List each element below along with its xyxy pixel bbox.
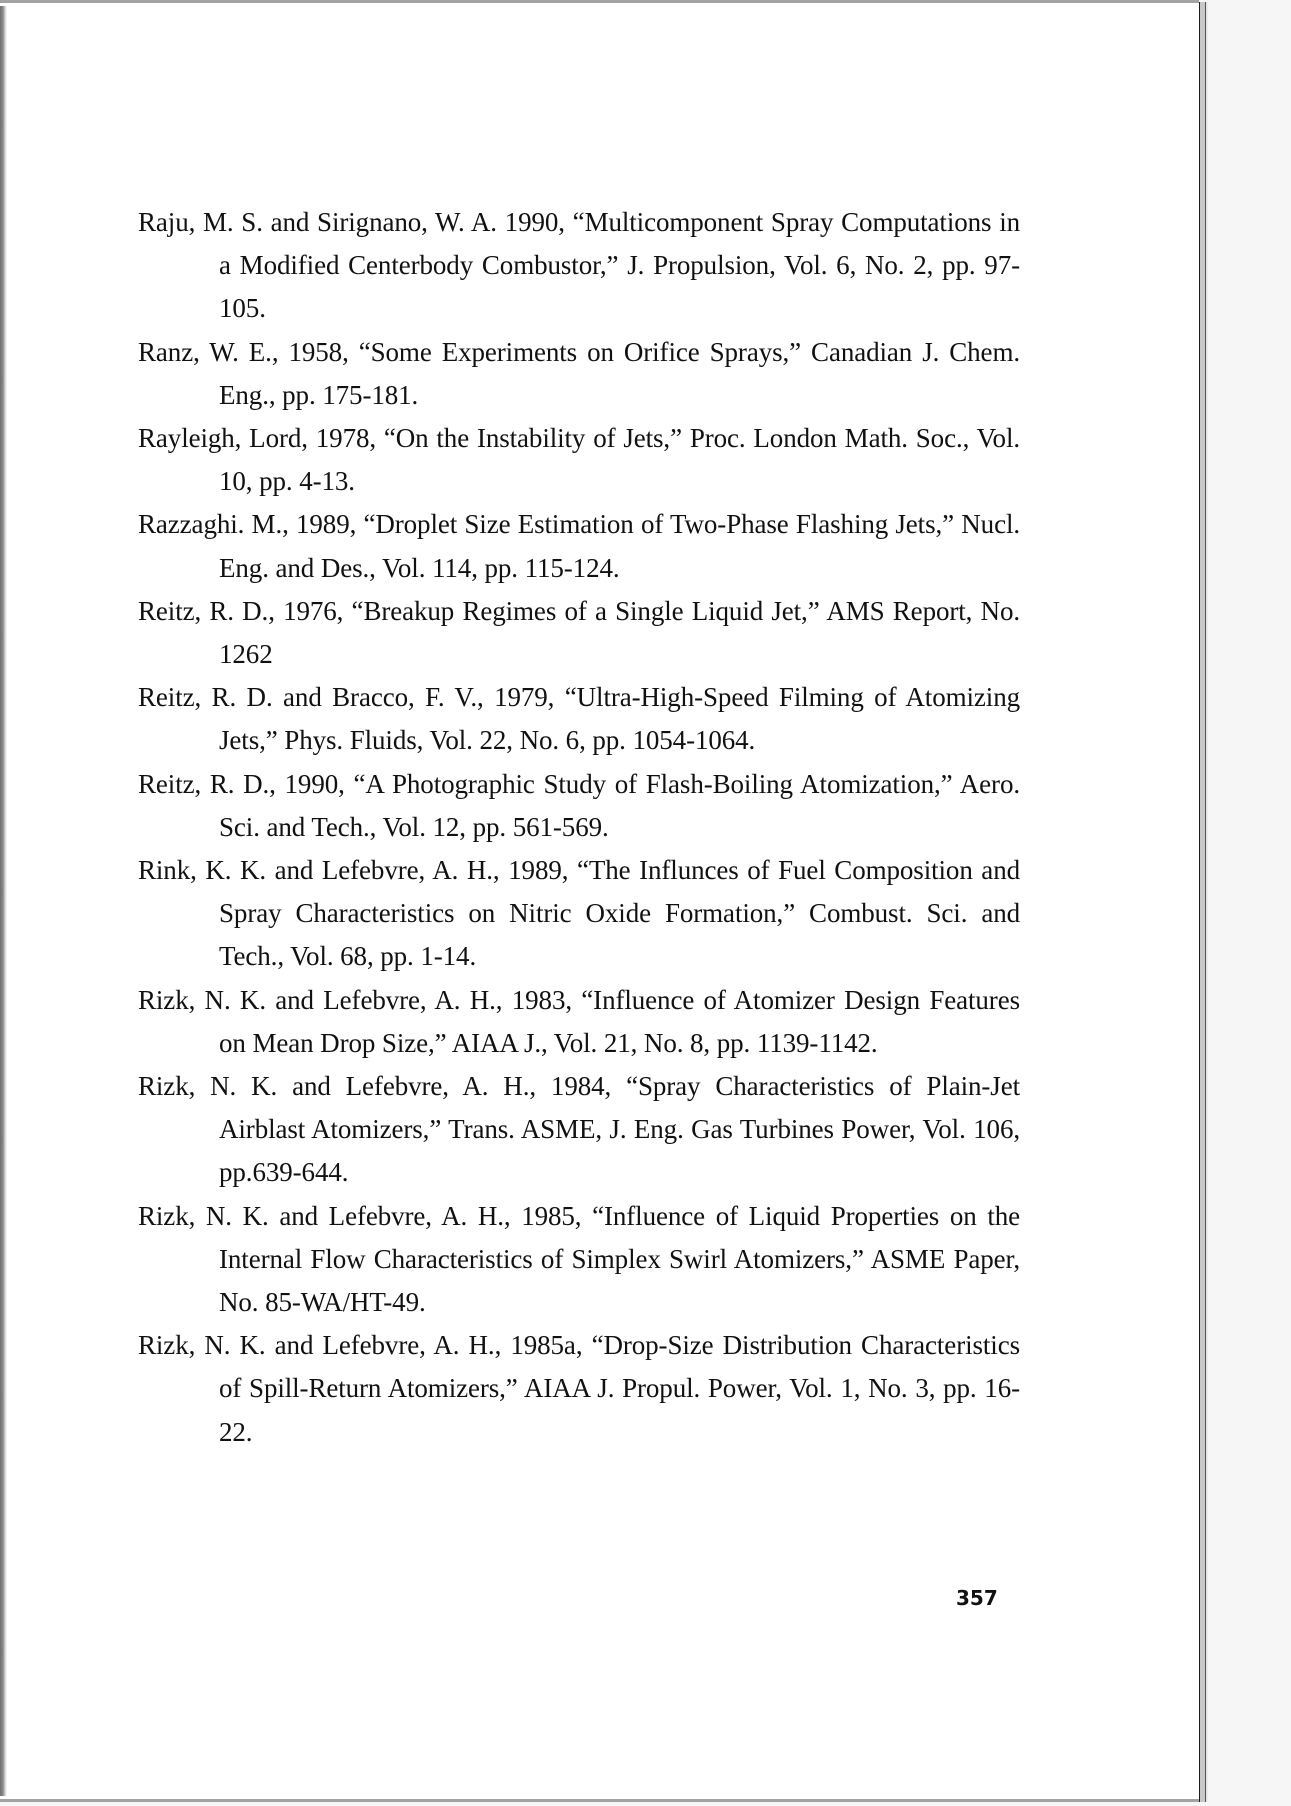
- reference-entry: Ranz, W. E., 1958, “Some Experiments on Orifice Sprays,” Canadian J. Chem. Eng., pp. 175-181.: [138, 336, 1020, 410]
- page-number: 357: [956, 1586, 998, 1610]
- reference-entry: Reitz, R. D., 1990, “A Photographic Study of Flash-Boiling Atomization,” Aero. Sci. and Tech., Vol. 12, pp. 561-569.: [138, 768, 1020, 842]
- reference-entry: Rizk, N. K. and Lefebvre, A. H., 1985, “Influence of Liquid Properties on the Internal Flow Characteristics of Simplex Swirl Atomizers,” ASME Paper, No. 85-WA/HT-49.: [138, 1200, 1020, 1318]
- reference-entry: Rizk, N. K. and Lefebvre, A. H., 1985a, “Drop-Size Distribution Characteristics of Spill-Return Atomizers,” AIAA J. Propul. Power, Vol. 1, No. 3, pp. 16-22.: [138, 1330, 1020, 1447]
- reference-list: [138, 201, 1020, 1454]
- page-left-edge: [0, 6, 7, 1796]
- reference-entry: Reitz, R. D., 1976, “Breakup Regimes of a Single Liquid Jet,” AMS Report, No. 1262: [138, 595, 1020, 670]
- reference-entry: Rayleigh, Lord, 1978, “On the Instability of Jets,” Proc. London Math. Soc., Vol. 10, pp. 4-13.: [138, 423, 1020, 497]
- reference-entry: Rizk, N. K. and Lefebvre, A. H., 1983, “Influence of Atomizer Design Features on Mean Drop Size,” AIAA J., Vol. 21, No. 8, pp. 1139-1142.: [138, 984, 1020, 1058]
- reference-entry: Rink, K. K. and Lefebvre, A. H., 1989, “The Influnces of Fuel Composition and Spray Characteristics on Nitric Oxide Formation,” Combust. Sci. and Tech., Vol. 68, pp. 1-14.: [138, 855, 1020, 972]
- reference-entry: Raju, M. S. and Sirignano, W. A. 1990, “Multicomponent Spray Computations in a Modified Centerbody Combustor,” J. Propulsion, Vol. 6, No. 2, pp. 97-105.: [138, 207, 1020, 324]
- reference-entry: Razzaghi. M., 1989, “Droplet Size Estimation of Two-Phase Flashing Jets,” Nucl. Eng. and Des., Vol. 114, pp. 115-124.: [138, 509, 1020, 583]
- reference-entry: Rizk, N. K. and Lefebvre, A. H., 1984, “Spray Characteristics of Plain-Jet Airblast Atomizers,” Trans. ASME, J. Eng. Gas Turbines Power, Vol. 106, pp.639-644.: [138, 1071, 1020, 1188]
- page-spine-edge: [1199, 2, 1208, 1802]
- reference-entry: Reitz, R. D. and Bracco, F. V., 1979, “Ultra-High-Speed Filming of Atomizing Jets,” Phys. Fluids, Vol. 22, No. 6, pp. 1054-1064.: [138, 682, 1020, 756]
